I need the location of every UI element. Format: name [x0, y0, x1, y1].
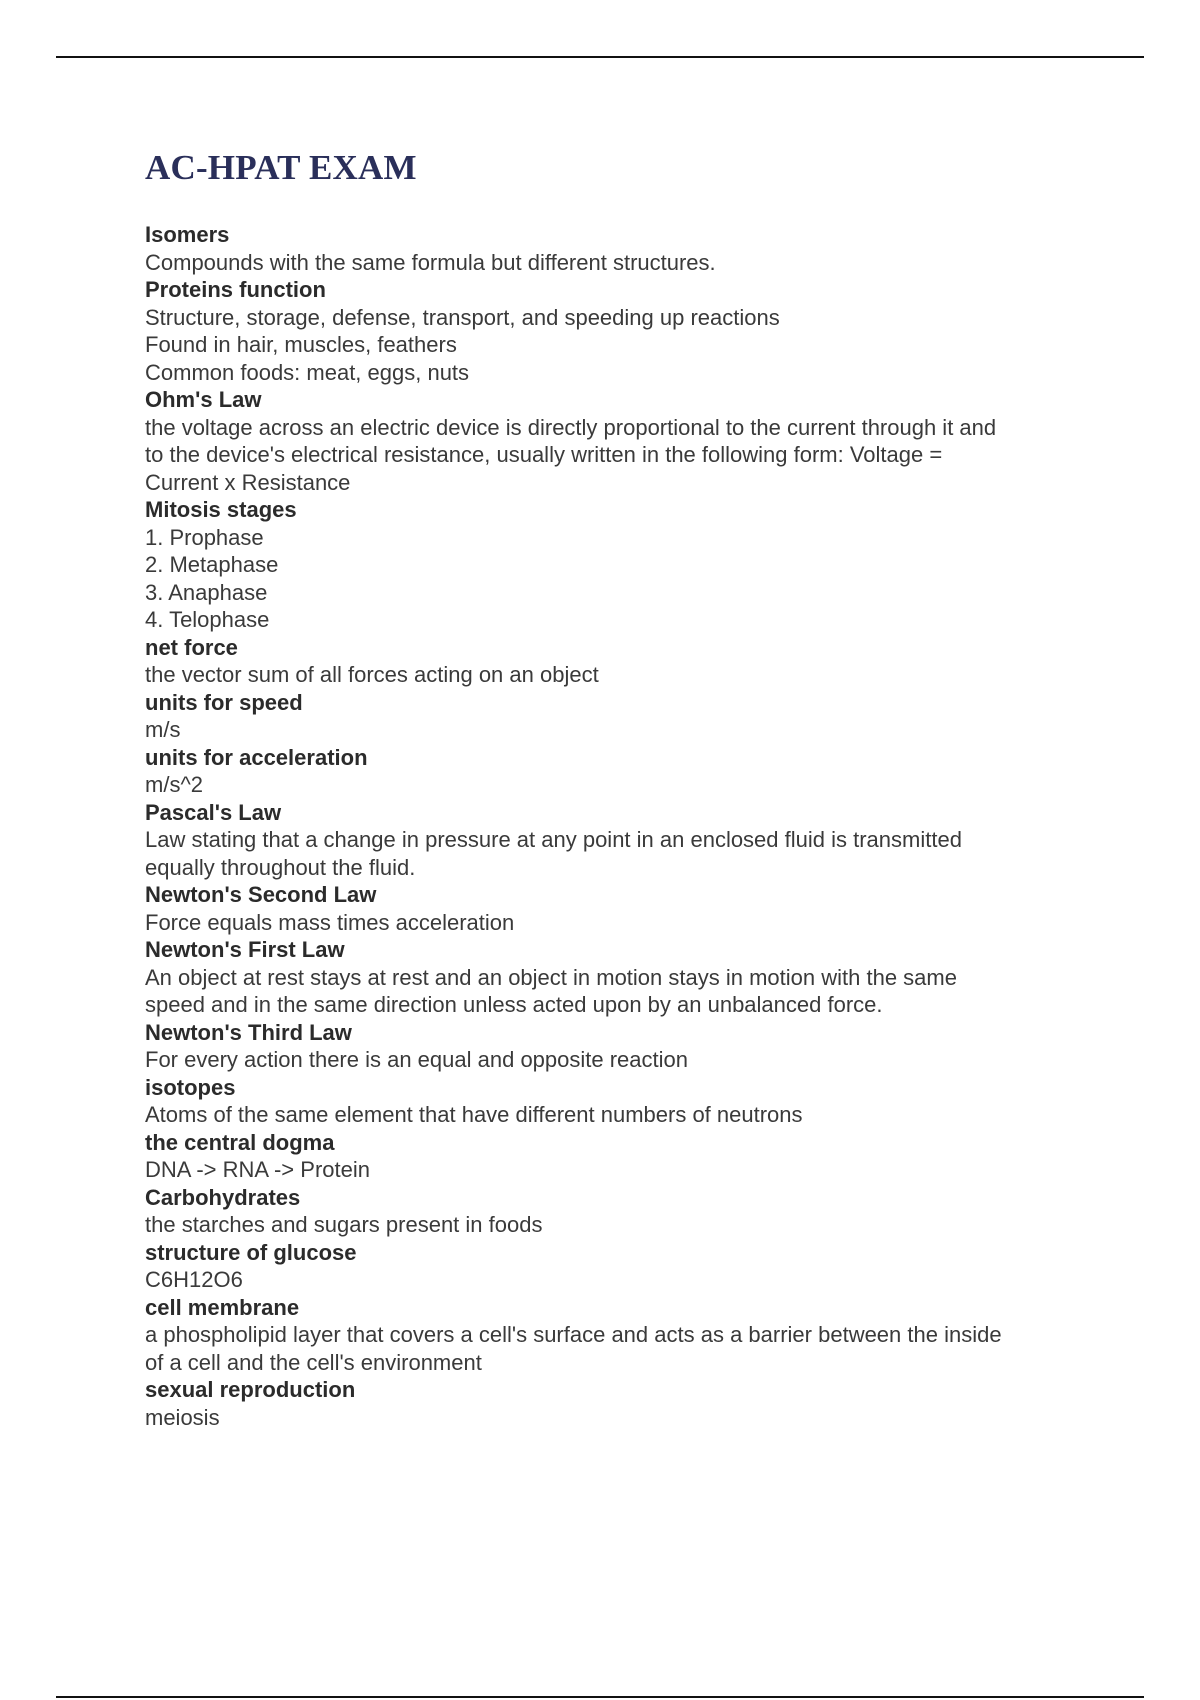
definition-line: Atoms of the same element that have different numbers of neutrons — [145, 1102, 803, 1127]
term-heading: Pascal's Law — [145, 799, 282, 825]
term-definition — [145, 716, 1095, 744]
definition-line: 3. Anaphase — [145, 579, 268, 605]
definition-line: Force equals mass times acceleration — [145, 909, 515, 935]
definition-line: Current x Resistance — [145, 469, 351, 495]
definition-line: the starches and sugars present in foods — [145, 1212, 543, 1237]
definition-line: m/s^2 — [145, 772, 203, 797]
term-heading: cell membrane — [145, 1294, 300, 1320]
term-definition — [145, 304, 1095, 387]
definition-line: Common foods: meat, eggs, nuts — [145, 359, 470, 385]
definition-line: Found in hair, muscles, feathers — [145, 332, 457, 357]
term-heading: Ohm's Law — [145, 387, 262, 412]
term-heading: units for acceleration — [145, 744, 368, 770]
definition-line: the voltage across an electric device is directly proportional to the current through it and — [145, 414, 997, 440]
definition-line: DNA -> RNA -> Protein — [145, 1157, 370, 1182]
definition-line: to the device's electrical resistance, usually written in the following form: Voltage = — [145, 442, 943, 467]
definition-line: the vector sum of all forces acting on an object — [145, 662, 599, 687]
definition-line: a phospholipid layer that covers a cell's surface and acts as a barrier between the inside — [145, 1322, 1002, 1347]
header-rule — [56, 56, 1144, 58]
term-heading: structure of glucose — [145, 1239, 357, 1265]
definition-line: Compounds with the same formula but different structures. — [145, 249, 716, 275]
term-heading: Mitosis stages — [145, 497, 297, 522]
flashcard-list — [145, 221, 1095, 1431]
term-definition — [145, 249, 1095, 277]
term-definition — [145, 1101, 1095, 1129]
term-heading: units for speed — [145, 689, 303, 715]
definition-line: An object at rest stays at rest and an object in motion stays in motion with the same — [145, 964, 957, 990]
term-definition — [145, 661, 1095, 689]
term-definition — [145, 414, 1095, 497]
term-definition — [145, 771, 1095, 799]
term-heading: Carbohydrates — [145, 1184, 301, 1210]
term-definition — [145, 1211, 1095, 1239]
term-heading: Newton's Third Law — [145, 1019, 352, 1045]
document-title: AC-HPAT EXAM — [145, 148, 417, 187]
term-definition — [145, 1404, 1095, 1432]
term-definition — [145, 826, 1095, 881]
term-heading: Newton's Second Law — [145, 882, 377, 907]
definition-line: of a cell and the cell's environment — [145, 1349, 482, 1375]
definition-line: 1. Prophase — [145, 524, 264, 550]
term-definition — [145, 909, 1095, 937]
definition-line: 2. Metaphase — [145, 552, 279, 577]
term-heading: isotopes — [145, 1074, 236, 1100]
definition-line: Structure, storage, defense, transport, and speeding up reactions — [145, 304, 780, 330]
term-heading: Proteins function — [145, 277, 326, 302]
term-definition — [145, 524, 1095, 634]
term-definition — [145, 1266, 1095, 1294]
footer-rule — [56, 1696, 1144, 1698]
definition-line: meiosis — [145, 1404, 220, 1430]
term-heading: the central dogma — [145, 1129, 335, 1155]
term-definition — [145, 1046, 1095, 1074]
definition-line: 4. Telophase — [145, 607, 270, 632]
definition-line: C6H12O6 — [145, 1267, 243, 1292]
document-body — [145, 148, 1095, 1431]
term-heading: Isomers — [145, 222, 230, 247]
definition-line: Law stating that a change in pressure at any point in an enclosed fluid is transmitted — [145, 827, 962, 852]
term-definition — [145, 1156, 1095, 1184]
definition-line: equally throughout the fluid. — [145, 854, 416, 880]
term-definition — [145, 1321, 1095, 1376]
definition-line: For every action there is an equal and opposite reaction — [145, 1047, 688, 1072]
term-heading: Newton's First Law — [145, 937, 345, 962]
term-heading: sexual reproduction — [145, 1377, 356, 1402]
definition-line: speed and in the same direction unless acted upon by an unbalanced force. — [145, 992, 883, 1017]
term-heading: net force — [145, 634, 238, 660]
term-definition — [145, 964, 1095, 1019]
definition-line: m/s — [145, 717, 181, 742]
